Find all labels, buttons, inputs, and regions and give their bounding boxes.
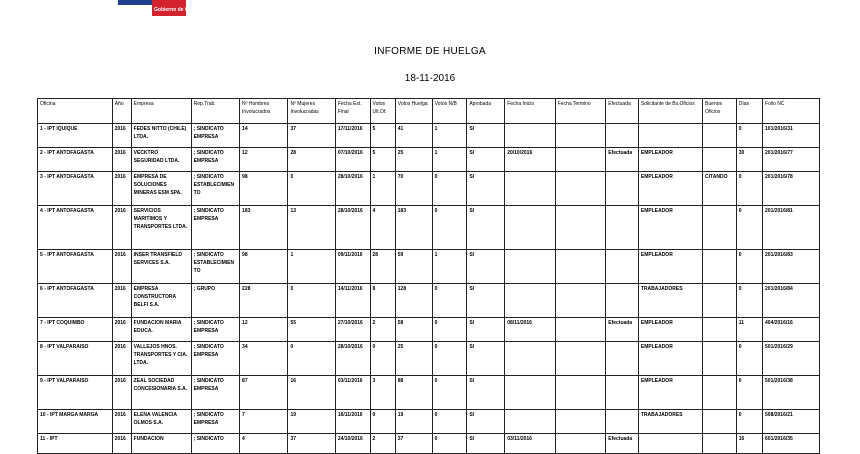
table-cell: 0 <box>288 172 335 206</box>
table-cell: 2016 <box>112 434 131 454</box>
table-cell: 183 <box>395 206 432 250</box>
table-cell: FUNDACION MARIA EDUCA. <box>131 318 191 342</box>
table-cell <box>703 342 737 376</box>
table-cell <box>555 250 606 284</box>
table-cell: ; SINDICATO <box>191 434 239 454</box>
table-cell: INSER TRANSFIELD SERVICES S.A. <box>131 250 191 284</box>
table-cell: 404/2016/16 <box>763 318 820 342</box>
table-cell <box>555 410 606 434</box>
table-cell: 0 <box>736 410 762 434</box>
table-cell: 37 <box>288 434 335 454</box>
table-cell: 2016 <box>112 124 131 148</box>
table-cell: 5 <box>370 148 395 172</box>
table-cell: ZEAL SOCIEDAD CONCESIONARIA S.A. <box>131 376 191 410</box>
column-header: Efectuada <box>606 99 639 124</box>
column-header: Votos Huelga <box>395 99 432 124</box>
table-cell: 101/2016/31 <box>763 124 820 148</box>
table-cell <box>505 250 556 284</box>
table-cell <box>703 376 737 410</box>
column-header: Nº Mujeres Involucradas <box>288 99 335 124</box>
column-header: Fecha Inicio <box>505 99 556 124</box>
table-cell: 17/11/2016 <box>335 124 370 148</box>
table-cell: 0 <box>432 206 467 250</box>
column-header: Votos N/B <box>432 99 467 124</box>
table-cell: 0 <box>370 342 395 376</box>
table-cell: 1 <box>432 148 467 172</box>
table-cell: 1 <box>432 250 467 284</box>
table-cell: FUNDACION <box>131 434 191 454</box>
table-cell: 2016 <box>112 206 131 250</box>
table-cell: 9 - IPT VALPARAISO <box>38 376 113 410</box>
report-title: INFORME DE HUELGA <box>374 46 486 57</box>
table-cell <box>505 342 556 376</box>
table-cell <box>638 124 702 148</box>
table-cell <box>606 376 639 410</box>
table-cell <box>638 434 702 454</box>
table-cell: 70 <box>395 172 432 206</box>
table-cell: 4 - IPT ANTOFAGASTA <box>38 206 113 250</box>
table-cell <box>505 410 556 434</box>
column-header: Nº Hombres Involucrados <box>240 99 288 124</box>
table-cell: CITANDO <box>703 172 737 206</box>
table-cell: Efectuada <box>606 434 639 454</box>
table-cell <box>606 206 639 250</box>
table-cell: 88 <box>395 376 432 410</box>
table-cell: 13 <box>288 206 335 250</box>
table-cell: 08/11/2016 <box>505 318 556 342</box>
table-cell: 03/11/2016 <box>335 376 370 410</box>
table-cell: 28/10/2016 <box>335 172 370 206</box>
table-cell <box>606 250 639 284</box>
table-cell <box>555 206 606 250</box>
table-cell: EMPLEADOR <box>638 342 702 376</box>
table-cell: TRABAJADORES <box>638 284 702 318</box>
column-header: Folio NC <box>763 99 820 124</box>
table-cell: 37 <box>288 124 335 148</box>
table-cell: 2016 <box>112 284 131 318</box>
table-cell: 28 <box>370 250 395 284</box>
table-cell: 0 <box>432 410 467 434</box>
table-cell: Efectuada <box>606 318 639 342</box>
table-cell: TRABAJADORES <box>638 410 702 434</box>
table-cell: ; GRUPO <box>191 284 239 318</box>
column-header: Fecha Est. Final <box>335 99 370 124</box>
table-cell: 0 <box>432 376 467 410</box>
table-cell: FEDES NITTO (CHILE) LTDA. <box>131 124 191 148</box>
table-cell <box>505 124 556 148</box>
table-cell: 0 <box>736 250 762 284</box>
table-cell: 508/2016/21 <box>763 410 820 434</box>
table-cell: 7 <box>240 410 288 434</box>
table-cell: SI <box>467 376 505 410</box>
column-header: Año <box>112 99 131 124</box>
table-cell: 4 <box>240 434 288 454</box>
table-cell: 37 <box>395 434 432 454</box>
table-cell: 34 <box>240 342 288 376</box>
table-row <box>38 376 820 410</box>
table-cell: ; SINDICATO EMPRESA <box>191 410 239 434</box>
table-cell: 1 <box>288 250 335 284</box>
table-cell: 0 <box>736 376 762 410</box>
table-cell: 201/2016/83 <box>763 250 820 284</box>
table-cell: 24/10/2016 <box>335 434 370 454</box>
table-cell: 0 <box>736 284 762 318</box>
table-cell <box>555 148 606 172</box>
column-header: Oficina <box>38 99 113 124</box>
table-cell: 59 <box>395 250 432 284</box>
table-cell: EMPLEADOR <box>638 148 702 172</box>
column-header: Solicitante de Bs.Oficios <box>638 99 702 124</box>
table-cell: 19 <box>288 410 335 434</box>
table-cell: EMPRESA CONSTRUCTORA BELFI S.A. <box>131 284 191 318</box>
table-cell: 11 <box>736 318 762 342</box>
table-cell: 2 <box>370 434 395 454</box>
report-date: 18-11-2016 <box>404 73 456 84</box>
column-header: Rep.Trab. <box>191 99 239 124</box>
logo-text: Gobierno de Chile <box>154 7 198 13</box>
table-cell: 501/2016/29 <box>763 342 820 376</box>
table-cell <box>703 410 737 434</box>
table-cell: ; SINDICATO EMPRESA <box>191 318 239 342</box>
table-cell: Efectuada <box>606 148 639 172</box>
table-cell: SI <box>467 410 505 434</box>
table-cell: 1 <box>432 124 467 148</box>
table-cell: 2016 <box>112 250 131 284</box>
table-cell: ; SINDICATO EMPRESA <box>191 342 239 376</box>
table-cell: 98 <box>240 172 288 206</box>
table-cell: 14/11/2016 <box>335 284 370 318</box>
table-cell: 14 <box>240 124 288 148</box>
table-cell: 0 <box>736 342 762 376</box>
table-cell <box>703 318 737 342</box>
table-cell: 16 <box>288 376 335 410</box>
table-cell: 87 <box>240 376 288 410</box>
table-cell: 03/11/2016 <box>505 434 556 454</box>
table-cell: SI <box>467 434 505 454</box>
table-cell: EMPRESA DE SOLUCIONES MINERAS ESM SPA. <box>131 172 191 206</box>
table-cell: 228 <box>240 284 288 318</box>
header-row <box>38 99 820 124</box>
table-cell <box>555 284 606 318</box>
table-cell: 16/11/2016 <box>335 410 370 434</box>
table-cell: 11 - IPT <box>38 434 113 454</box>
table-cell: SERVICIOS MARITIMOS Y TRANSPORTES LTDA. <box>131 206 191 250</box>
table-row <box>38 342 820 376</box>
table-cell: 25 <box>395 148 432 172</box>
table-cell <box>555 172 606 206</box>
table-cell <box>555 342 606 376</box>
table-cell: SI <box>467 342 505 376</box>
table-cell: 20/10/2016 <box>505 148 556 172</box>
table-cell <box>505 284 556 318</box>
column-header: Aprobada <box>467 99 505 124</box>
table-cell: 0 <box>736 124 762 148</box>
table-cell: 25 <box>395 342 432 376</box>
table-cell <box>606 172 639 206</box>
table-cell <box>606 284 639 318</box>
table-cell: 3 <box>370 376 395 410</box>
table-cell: 0 <box>432 284 467 318</box>
table-cell <box>606 124 639 148</box>
table-row <box>38 148 820 172</box>
table-cell: SI <box>467 172 505 206</box>
gobierno-de-chile-logo <box>118 0 198 16</box>
table-cell: 55 <box>288 318 335 342</box>
table-cell: 5 <box>370 124 395 148</box>
table-cell: 12 <box>240 318 288 342</box>
table-cell: EMPLEADOR <box>638 250 702 284</box>
table-cell: EMPLEADOR <box>638 376 702 410</box>
table-cell: 201/2016/77 <box>763 148 820 172</box>
table-cell: 2016 <box>112 172 131 206</box>
table-cell: 0 <box>288 284 335 318</box>
table-row <box>38 250 820 284</box>
table-cell: 0 <box>432 172 467 206</box>
column-header: Buenos Oficios <box>703 99 737 124</box>
table-cell: 5 - IPT ANTOFAGASTA <box>38 250 113 284</box>
table-cell: EMPLEADOR <box>638 206 702 250</box>
table-cell <box>555 376 606 410</box>
table-cell: 12 <box>240 148 288 172</box>
logo-blue-band <box>118 0 152 5</box>
table-cell: 0 <box>432 318 467 342</box>
table-cell: 0 <box>288 342 335 376</box>
table-cell <box>703 284 737 318</box>
table-cell <box>555 434 606 454</box>
table-cell: 7 - IPT COQUIMBO <box>38 318 113 342</box>
table-cell <box>703 148 737 172</box>
table-cell: 0 <box>432 434 467 454</box>
table-cell: 0 <box>432 342 467 376</box>
table-cell: 201/2016/78 <box>763 172 820 206</box>
table-cell: 183 <box>240 206 288 250</box>
table-cell: 4 <box>370 206 395 250</box>
table-cell: 201/2016/84 <box>763 284 820 318</box>
table-cell: 1 <box>370 172 395 206</box>
column-header: Votos Ult.Of. <box>370 99 395 124</box>
table-row <box>38 434 820 454</box>
table-cell <box>555 124 606 148</box>
table-cell: 1 - IPT IQUIQUE <box>38 124 113 148</box>
table-cell: SI <box>467 124 505 148</box>
table-cell: 0 <box>370 410 395 434</box>
table-cell <box>703 250 737 284</box>
table-cell: 28 <box>288 148 335 172</box>
table-cell: 201/2016/81 <box>763 206 820 250</box>
table-body <box>38 99 820 454</box>
table-cell: 6 - IPT ANTOFAGASTA <box>38 284 113 318</box>
table-cell: 0 <box>736 206 762 250</box>
table-cell: 2016 <box>112 148 131 172</box>
table-cell: ; SINDICATO EMPRESA <box>191 148 239 172</box>
table-cell: SI <box>467 318 505 342</box>
table-cell: 2016 <box>112 342 131 376</box>
table-cell <box>505 206 556 250</box>
table-cell: 07/10/2016 <box>335 148 370 172</box>
table-cell <box>555 318 606 342</box>
table-cell: ; SINDICATO EMPRESA <box>191 206 239 250</box>
table-cell: SI <box>467 250 505 284</box>
table-cell <box>703 434 737 454</box>
table-row <box>38 206 820 250</box>
table-cell: 2 <box>370 318 395 342</box>
table-cell: 2 - IPT ANTOFAGASTA <box>38 148 113 172</box>
column-header: Días <box>736 99 762 124</box>
table-cell: EMPLEADOR <box>638 318 702 342</box>
table-cell: 128 <box>395 284 432 318</box>
table-row <box>38 284 820 318</box>
table-cell: 58 <box>395 318 432 342</box>
table-cell: 2016 <box>112 376 131 410</box>
table-cell: ; SINDICATO ESTABLECIMIENTO <box>191 250 239 284</box>
table-cell: EMPLEADOR <box>638 172 702 206</box>
table-cell <box>505 172 556 206</box>
table-row <box>38 410 820 434</box>
table-cell: 0 <box>736 172 762 206</box>
table-cell: 28/10/2016 <box>335 206 370 250</box>
table-cell: ELENA VALENCIA OLMOS S.A. <box>131 410 191 434</box>
table-row <box>38 318 820 342</box>
table-cell: 3 - IPT ANTOFAGASTA <box>38 172 113 206</box>
table-cell: 8 <box>370 284 395 318</box>
table-cell: 2016 <box>112 410 131 434</box>
table-cell: 41 <box>395 124 432 148</box>
table-cell: 30 <box>736 148 762 172</box>
table-cell: SI <box>467 148 505 172</box>
table-cell: VECKTRO SEGURIDAD LTDA. <box>131 148 191 172</box>
table-row <box>38 124 820 148</box>
table-cell <box>606 342 639 376</box>
table-cell: 601/2016/35 <box>763 434 820 454</box>
table-cell: 19 <box>395 410 432 434</box>
table-cell: 27/10/2016 <box>335 318 370 342</box>
table-cell <box>703 124 737 148</box>
table-cell: 09/11/2016 <box>335 250 370 284</box>
table-cell: SI <box>467 284 505 318</box>
table-cell <box>606 410 639 434</box>
table-cell: 28/10/2016 <box>335 342 370 376</box>
table-cell: 16 <box>736 434 762 454</box>
table-cell: ; SINDICATO ESTABLECIMIENTO <box>191 172 239 206</box>
table-cell: 501/2016/38 <box>763 376 820 410</box>
strike-report-table <box>37 98 820 454</box>
table-cell: ; SINDICATO EMPRESA <box>191 124 239 148</box>
table-cell: ; SINDICATO EMPRESA <box>191 376 239 410</box>
table-cell <box>703 206 737 250</box>
table-cell: VALLEJOS HNOS. TRANSPORTES Y CIA. LTDA. <box>131 342 191 376</box>
column-header: Fecha Termino <box>555 99 606 124</box>
table-cell: 8 - IPT VALPARAISO <box>38 342 113 376</box>
table-cell: 10 - IPT MARGA MARGA <box>38 410 113 434</box>
column-header: Empresa <box>131 99 191 124</box>
table-cell <box>505 376 556 410</box>
table-cell: 98 <box>240 250 288 284</box>
table-cell: 2016 <box>112 318 131 342</box>
table-cell: SI <box>467 206 505 250</box>
table-row <box>38 172 820 206</box>
